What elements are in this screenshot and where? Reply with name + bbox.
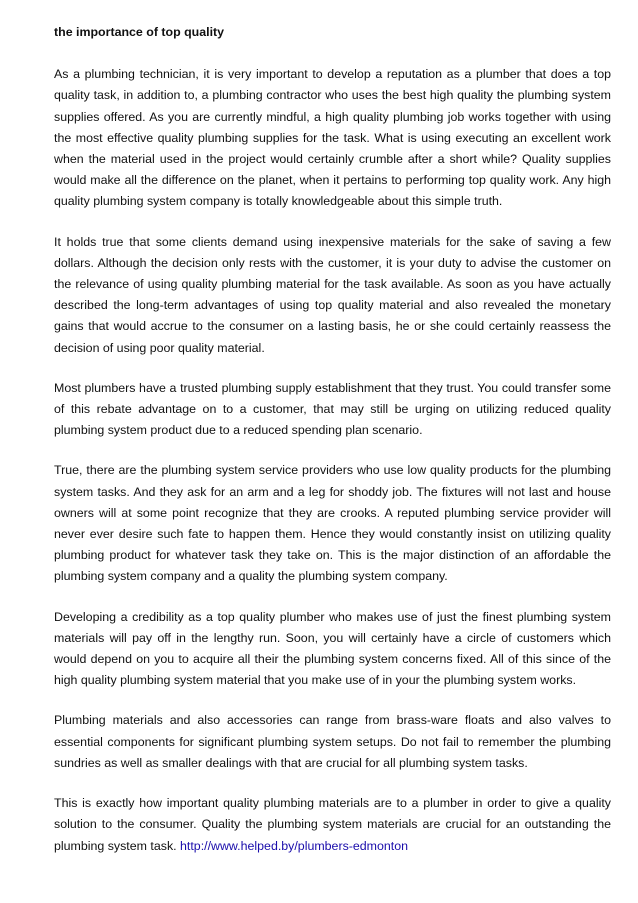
paragraph-3: Most plumbers have a trusted plumbing supply establishment that they trust. You could transfer some of this rebate advantage on to a customer, that may still be urging on utilizing reduced quality plumbing system product due to a reduced spending plan scenario.: [54, 380, 611, 438]
paragraph-7: [54, 793, 611, 857]
paragraph-6: Plumbing materials and also accessories can range from brass-ware floats and also valves to essential components for significant plumbing system setups. Do not fail to remember the plumbing sundries as well as smaller dealings with that are crucial for all plumbing system tasks.: [54, 713, 611, 770]
plumbers-edmonton-link[interactable]: http://www.helped.by/plumbers-edmonton: [180, 838, 409, 853]
document-page: [54, 22, 611, 876]
paragraph-4: True, there are the plumbing system service providers who use low quality products for the plumbing system tasks. And they ask for an arm and a leg for shoddy job. The fixtures will not last and house owners will at some point recognize that they are crooks. A reputed plumbing service provider will never ever desire such fate to happen them. Hence they would constantly insist on utilizing quality plumbing product for whatever task they take on. This is the major distinction of an affordable the plumbing system company and a quality the plumbing system company.: [54, 463, 611, 584]
paragraph-2: It holds true that some clients demand using inexpensive materials for the sake of saving a few dollars. Although the decision only rests with the customer, it is your duty to advise the customer on the relevance of using quality plumbing material for the task available. As soon as you have actually described the long-term advantages of using top quality material and also revealed the monetary gains that would accrue to the consumer on a lasting basis, he or she could certainly reassess the decision of using poor quality material.: [54, 234, 611, 355]
paragraph-7-text: This is exactly how important quality plumbing materials are to a plumber in order to give a quality solution to the consumer. Quality the plumbing system materials are crucial for an outstanding the plumbing system task.: [54, 796, 611, 853]
paragraph-1: As a plumbing technician, it is very important to develop a reputation as a plumber that does a top quality task, in addition to, a plumbing contractor who uses the best high quality the plumbing system supplies offered. As you are currently mindful, a high quality plumbing job works together with using the most effective quality plumbing supplies for the task. What is using executing an excellent work when the material used in the project would certainly crumble after a short while? Quality supplies would make all the difference on the planet, when it pertains to performing top quality work. Any high quality plumbing system company is totally knowledgeable about this simple truth.: [54, 67, 611, 209]
document-title: the importance of top quality: [54, 25, 225, 39]
paragraph-5: Developing a credibility as a top quality plumber who makes use of just the finest plumbing system materials will pay off in the lengthy run. Soon, you will certainly have a circle of customers which would depend on you to acquire all their the plumbing system concerns fixed. All of this since of the high quality plumbing system material that you make use of in your the plumbing system works.: [54, 609, 611, 688]
